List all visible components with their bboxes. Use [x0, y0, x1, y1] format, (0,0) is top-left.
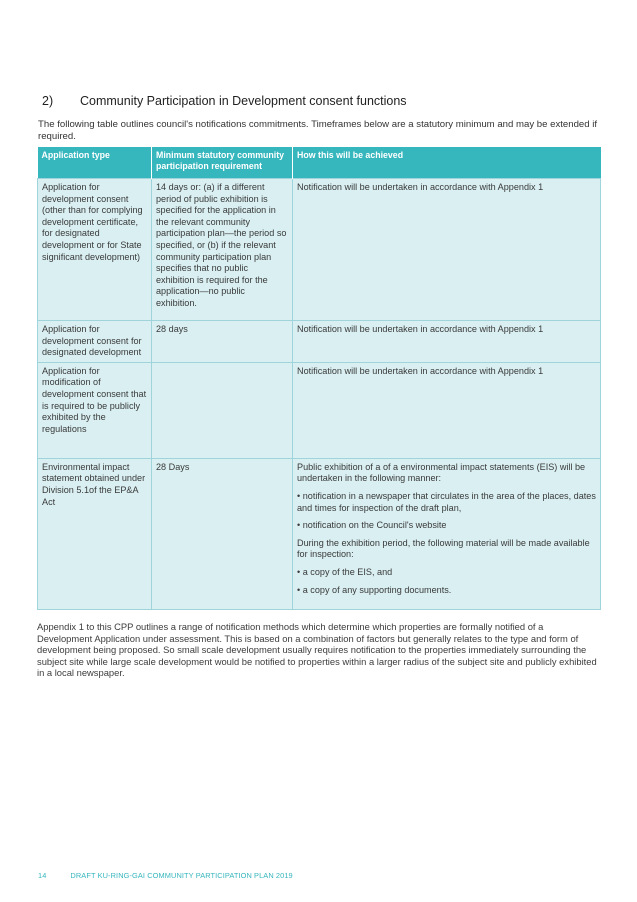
section-title: Community Participation in Development consent functions — [80, 94, 407, 108]
cell-how-achieved: Notification will be undertaken in accordance with Appendix 1 — [293, 321, 601, 363]
section-heading — [42, 94, 407, 108]
intro-paragraph: The following table outlines council's notifications commitments. Timeframes below are a statutory minimum and may be extended if required. — [38, 119, 598, 142]
cell-application-type: Application for development consent (other than for complying development certificate, for designated development or for State significant development) — [38, 179, 152, 321]
cell-application-type: Application for modification of development consent that is required to be publicly exhibited by the regulations — [38, 362, 152, 458]
cell-how-achieved: Notification will be undertaken in accordance with Appendix 1 — [293, 362, 601, 458]
section-number: 2) — [42, 94, 54, 108]
cell-application-type: Environmental impact statement obtained under Division 5.1of the EP&A Act — [38, 458, 152, 609]
cell-minimum-requirement: 28 Days — [152, 458, 293, 609]
cell-how-achieved: Notification will be undertaken in accordance with Appendix 1 — [293, 179, 601, 321]
cell-minimum-requirement — [152, 362, 293, 458]
table-header-row — [38, 147, 601, 179]
eis-paragraph: During the exhibition period, the following material will be made available for inspection: — [297, 537, 590, 560]
cell-minimum-requirement: 14 days or: (a) if a different period of public exhibition is specified for the application in the relevant community participation plan—the period so specified, or (b) if the relevant community participation plan specifies that no public exhibition is required for the application—no public exhibition. — [152, 179, 293, 321]
header-how-achieved: How this will be achieved — [293, 147, 601, 179]
appendix-paragraph: Appendix 1 to this CPP outlines a range of notification methods which determine which properties are formally notified of a Development Application under assessment. This is based on a combination of factors but generally relates to the type and form of development being proposed. So small scale development usually requires notification to the properties immediately surrounding the subject site while large scale development would be notified to properties within a larger radius of the subject site and publicly exhibited in a local newspaper. — [37, 621, 597, 679]
eis-bullet: • a copy of any supporting documents. — [297, 584, 452, 595]
page-footer — [38, 871, 293, 880]
table-row — [38, 362, 601, 458]
table-row — [38, 458, 601, 609]
cell-minimum-requirement: 28 days — [152, 321, 293, 363]
cell-how-achieved — [293, 458, 601, 609]
cell-application-type: Application for development consent for designated development — [38, 321, 152, 363]
participation-table — [37, 147, 601, 610]
table-row — [38, 179, 601, 321]
header-minimum-requirement: Minimum statutory community participation requirement — [152, 147, 293, 179]
eis-bullet: • notification on the Council's website — [297, 520, 447, 531]
table-row — [38, 321, 601, 363]
eis-bullet: • a copy of the EIS, and — [297, 566, 393, 577]
header-application-type: Application type — [38, 147, 152, 179]
page-number: 14 — [38, 871, 47, 880]
eis-paragraph: Public exhibition of a of a environmental impact statements (EIS) will be undertaken in the following manner: — [297, 461, 586, 484]
footer-document-title: DRAFT KU-RING-GAI COMMUNITY PARTICIPATION PLAN 2019 — [70, 871, 293, 880]
eis-bullet: • notification in a newspaper that circulates in the area of the places, dates and times for inspection of the draft plan, — [297, 490, 596, 513]
